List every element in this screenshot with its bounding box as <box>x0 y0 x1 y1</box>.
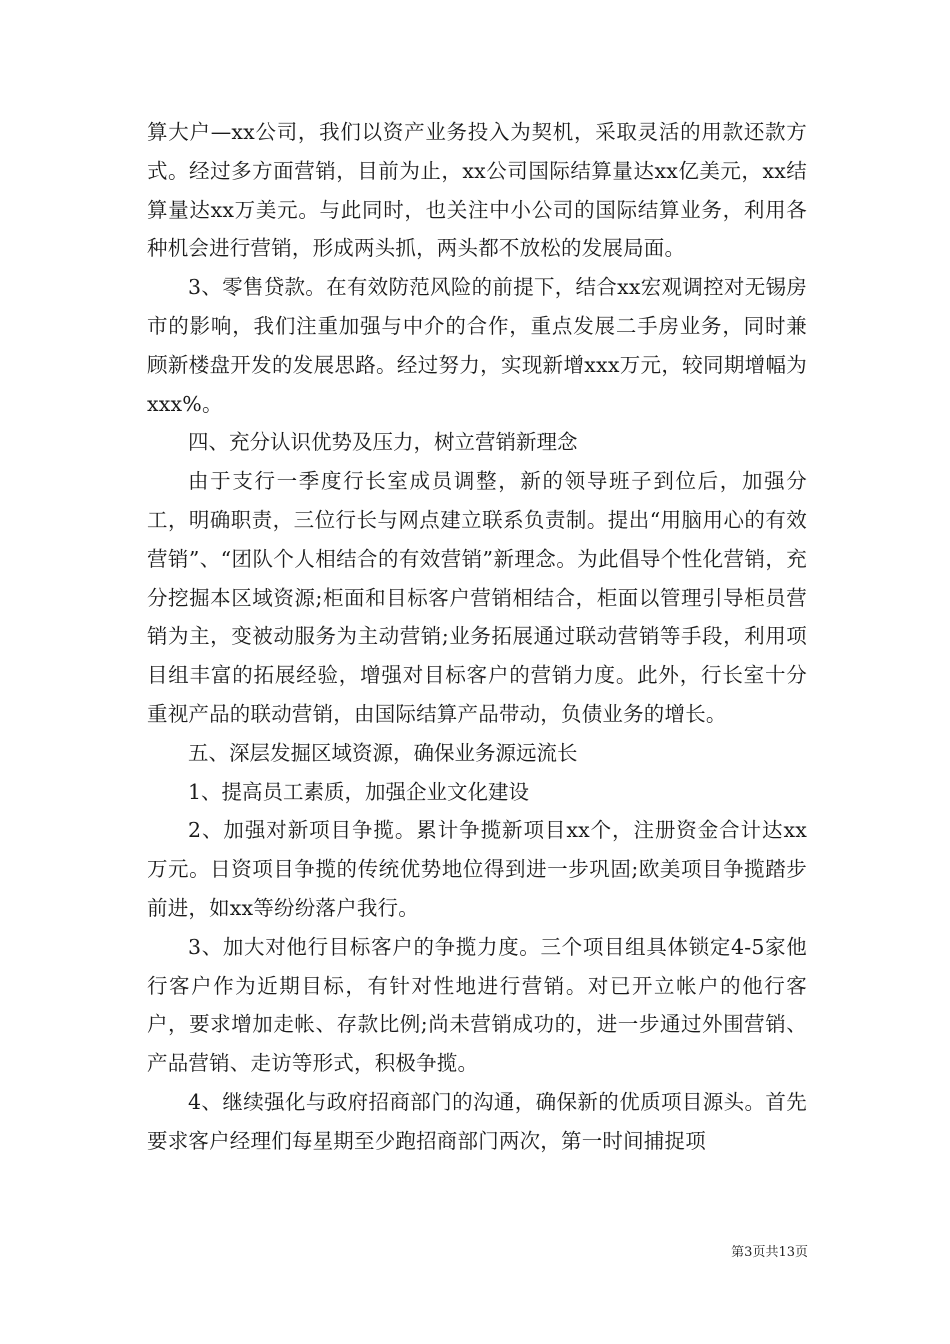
section-heading-four: 四、充分认识优势及压力，树立营销新理念 <box>188 430 578 455</box>
document-body <box>147 113 807 1161</box>
paragraph-marketing-concept: 由于支行一季度行长室成员调整，新的领导班子到位后，加强分工，明确职责，三位行长与网点建立联系负责制。提出“用脑用心的有效营销”、“团队个人相结合的有效营销”新理念。为此倡导个性化营销，充分挖掘本区域资源;柜面和目标客户营销相结合，柜面以管理引导柜员营销为主，变被动服务为主动营销;业务拓展通过联动营销等手段，利用项目组丰富的拓展经验，增强对目标客户的营销力度。此外，行长室十分重视产品的联动营销，由国际结算产品带动，负债业务的增长。 <box>147 469 807 726</box>
page-number-footer: 第3页共13页 <box>731 1245 808 1260</box>
paragraph-other-bank-clients: 3、加大对他行目标客户的争揽力度。三个项目组具体锁定4-5家他行客户作为近期目标，有针对性地进行营销。对已开立帐户的他行客户，要求增加走帐、存款比例;尚未营销成功的，进一步通过外围营销、产品营销、走访等形式，积极争揽。 <box>147 934 807 1076</box>
paragraph-continuation: 算大户—xx公司，我们以资产业务投入为契机，采取灵活的用款还款方式。经过多方面营销，目前为止，xx公司国际结算量达xx亿美元，xx结算量达xx万美元。与此同时，也关注中小公司的国际结算业务，利用各种机会进行营销，形成两头抓，两头都不放松的发展局面。 <box>147 120 807 261</box>
section-heading-five: 五、深层发掘区域资源，确保业务源远流长 <box>188 740 578 765</box>
paragraph-retail-loans: 3、零售贷款。在有效防范风险的前提下，结合xx宏观调控对无锡房市的影响，我们注重加强与中介的合作，重点发展二手房业务，同时兼顾新楼盘开发的发展思路。经过努力，实现新增xxx万元，较同期增幅为xxx%。 <box>147 275 807 416</box>
paragraph-new-projects: 2、加强对新项目争揽。累计争揽新项目xx个，注册资金合计达xx万元。日资项目争揽的传统优势地位得到进一步巩固;欧美项目争揽踏步前进，如xx等纷纷落户我行。 <box>147 818 807 920</box>
paragraph-government-communication: 4、继续强化与政府招商部门的沟通，确保新的优质项目源头。首先要求客户经理们每星期至少跑招商部门两次，第一时间捕捉项 <box>147 1089 807 1153</box>
subheading-staff-quality: 1、提高员工素质，加强企业文化建设 <box>188 779 530 804</box>
